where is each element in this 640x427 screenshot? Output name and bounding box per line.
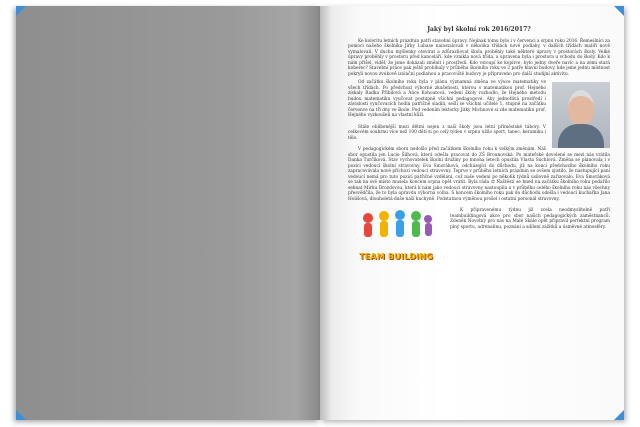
right-page[interactable] [320, 6, 624, 420]
left-page[interactable] [16, 6, 320, 420]
portrait-photo-icon [552, 82, 610, 148]
article-title: Jaký byl školní rok 2016/2017? [427, 26, 531, 33]
corner-turn-icon[interactable] [614, 6, 624, 16]
paragraph-math: Od začátku školního roku byla v plánu významná změna ve výuce matematiky ve všech třídách. Po předchozí výborné zkušenosti, kterou s matematikou prof. Hejného získaly Radka Přibilová a Alice Kohoutová, vedení školy rozhodlo, že Hejného metodu budou matematiku vyučovat postupně všichni pedagogové. Aby jednotlivá prostředí i závislosti vyučovacích hodin patřičně sladili, sešli se všichni učitelé 1. stupně na začátku července na tři dny ve škole. Pod vedením lektorky Jitky Michnové si zde matematiku prof. Hejného vyzkoušeli na vlastní kůži. [348, 80, 546, 119]
paragraph-camp: Stále oblíbenější mezi dětmi nejen z naší školy jsou letní příměstské tábory. V celkovém souhrnu více než 100 dětí si po celý týden v srpnu užilo sport, tanec, keramiku i tělo. [348, 124, 546, 141]
team-building-logo-icon [350, 210, 442, 262]
paragraph-teambuilding: K připravenému týdnu již zcela neodmyslitelně patří teambuildingová akce pro sbor našich pedagogických zaměstnanců. Zdeněk Novotný pro nás na Malé Skále opět připravil perfektní program plný sportu, adrenalinu, poznání a sdílení zážitků a úsměvné atmosféry. [450, 208, 610, 230]
corner-turn-icon[interactable] [16, 6, 26, 16]
paragraph-staff: V pedagogickém sboru nedošlo před začátkem školního roku k velkým změnám. Náš sbor opustila jen Lucie Šilhová, která odešla pracovat do ZŠ Brounovská. Po mateřské dovolené se mezi nás vrátila Danka Turčíková. Stav vychovatelek školní družiny po mnoha letech opustila Vlasta Suchlová. Změna se plánovala i v pozici vedoucí školní stravovny. Eva Smoráková, odcházející do důchodu, již na konci předchozího školního roku zapracovávala nové příchozí vedoucí stravovny. Teprve v průběhu letních prázdnin se ovšem zjistilo, že nastupující paní vedoucí nemá pro tuto pozici patřičné vzdělání, což naše vedení po několik týdnů usilovně zařizovalo. Eva Smoráková se tak na své místo musela koncem srpna opět vrátit. Byla ráda ☺ Naštěstí se hned na začátku školního roku podařilo sehnat Mirku Drozdovou, která k nám jako vedoucí stravovny nastoupila a v průběhu celého školního roku nás všechny přesvědčila, že to byla opravdu výborná volba. S koncem školního roku pak do důchodu odešla i vedoucí kuchařka Jana Holišová, dlouholetá duše naší kuchyně. Podstatnou výměnou prošel i ostatní personál stravovny. [348, 147, 610, 202]
article [348, 26, 610, 410]
flipbook [16, 6, 624, 420]
paragraph-renovations: Ke koloritu letních prázdnin patří stavební úpravy. Nejinak tomu bylo i v červenci a srpnu roku 2016. Řemeslníci za pomoci našeho školníka Jirky Lubase nainstalovali v několika třídách nové podlahy, v dalších třídách malíři nově vymalovali. V duchu myšlenky otevírat a zdůrazňovat školu proběhly také některé úpravy v prostorách školy. Velké úpravy proběhly v prostoru před kanceláří, kde vznikla nová třída, a upravena byla i prostora u vchodu do školy. Kdo k nám přišel, viděl, že jsme dokázali změnit i prostředí. Kdo vstoupí ke kopírce, bylo jedny dveře navíc a na zemi stará koberec? Stavební práce pak ještě probíhaly v průběhu školního roku ve 2 patře hlavní budovy, kde jsme jednu místnost pokryli novou zvukově izolační podlahou a pracoviště budovy je připraveno pro další studijní aktivitu. [348, 38, 610, 77]
people-icon [356, 210, 436, 244]
corner-turn-icon[interactable] [16, 410, 26, 420]
corner-turn-icon[interactable] [614, 410, 624, 420]
team-building-text: TEAM BUILDING [358, 251, 433, 261]
